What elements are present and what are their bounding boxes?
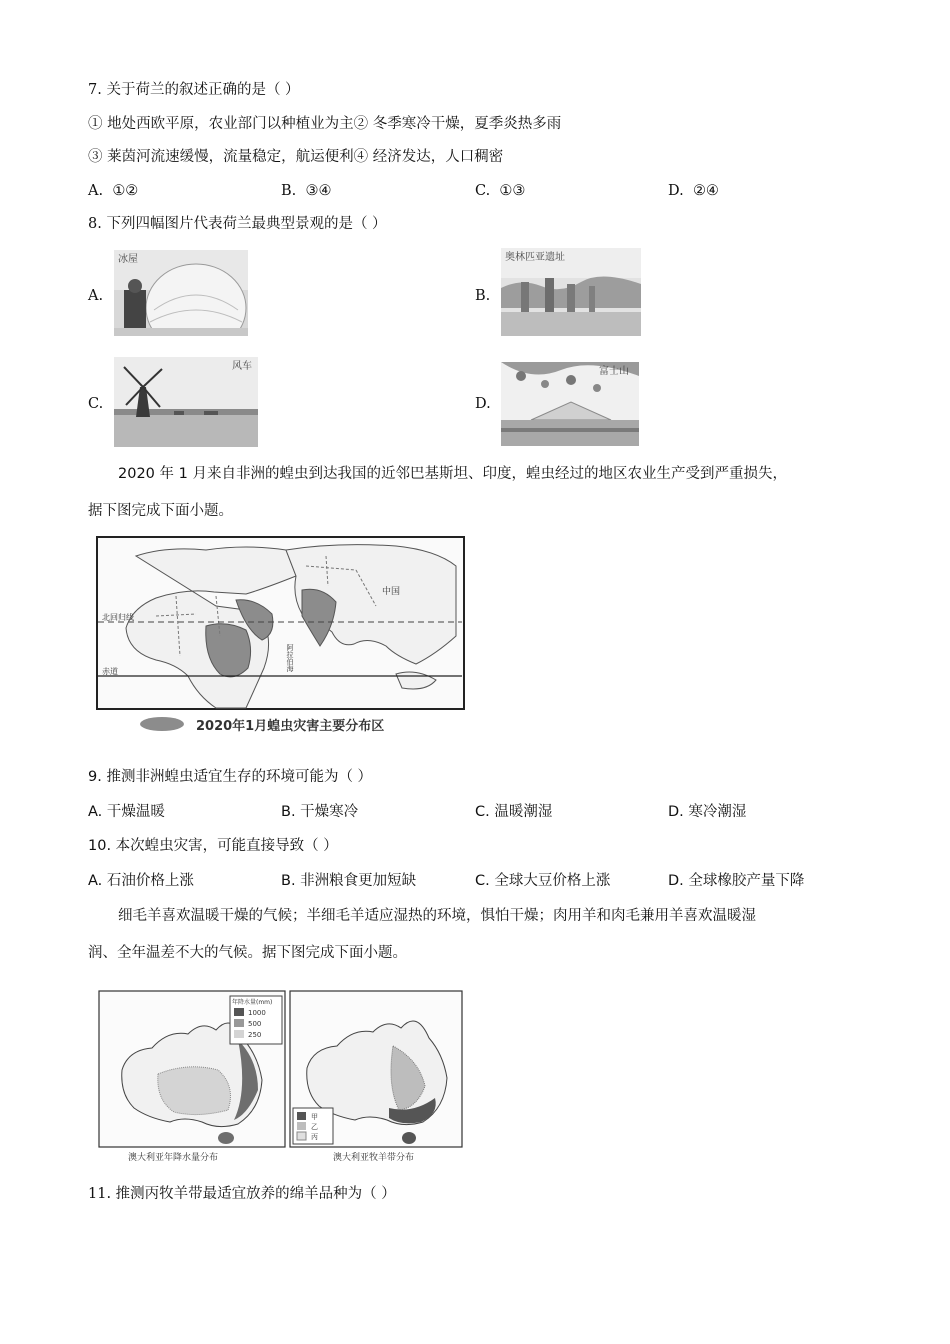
precip-legend-3: 250 <box>248 1031 262 1039</box>
q9-option-b[interactable] <box>281 802 358 822</box>
locust-intro-line-2: 据下图完成下面小题。 <box>88 503 233 519</box>
option-text: 温暖潮湿 <box>494 804 553 820</box>
map-label-tropic: 北回归线 <box>102 613 134 622</box>
map-legend-label: 2020年1月蝗虫灾害主要分布区 <box>196 719 385 734</box>
q7-option-b[interactable] <box>281 181 331 201</box>
option-key: A. <box>88 804 103 820</box>
q8-option-a-photo[interactable] <box>114 250 248 336</box>
sheep-legend-3: 丙 <box>311 1133 318 1141</box>
option-text: ②④ <box>692 183 719 199</box>
q11-stem: 11. 推测丙牧羊带最适宜放养的绵羊品种为（ ） <box>88 1186 396 1202</box>
precip-legend-title: 年降水量(mm) <box>232 999 273 1006</box>
option-key: C. <box>475 804 490 820</box>
q8-option-c-caption: 风车 <box>232 361 252 372</box>
q8-stem: 8. 下列四幅图片代表荷兰最典型景观的是（ ） <box>88 216 387 232</box>
option-key: D. <box>668 183 684 199</box>
q9-stem: 9. 推测非洲蝗虫适宜生存的环境可能为（ ） <box>88 769 373 785</box>
sheep-legend-1: 甲 <box>311 1113 318 1121</box>
option-text: 非洲粮食更加短缺 <box>300 873 417 889</box>
q8-option-b-caption: 奥林匹亚遗址 <box>505 252 565 263</box>
option-key: D. <box>668 804 684 820</box>
australia-sheep-map <box>289 990 463 1164</box>
q8-option-d-caption: 富士山 <box>599 366 629 377</box>
map-label-sea: 阿拉伯海 <box>286 644 294 672</box>
q10-stem: 10. 本次蝗虫灾害，可能直接导致（ ） <box>88 838 338 854</box>
q7-option-c[interactable] <box>475 181 525 201</box>
sheep-intro-line-2: 润、全年温差不大的气候。据下图完成下面小题。 <box>88 945 407 961</box>
q7-statement-2: ③ 莱茵河流速缓慢，流量稳定，航运便利④ 经济发达，人口稠密 <box>88 149 504 165</box>
option-key: D. <box>668 873 684 889</box>
q8-option-d-photo[interactable] <box>501 362 639 446</box>
q8-option-d-key: D. <box>475 396 491 412</box>
sheep-intro-line-1: 细毛羊喜欢温暖干燥的气候；半细毛羊适应湿热的环境，惧怕干燥；肉用羊和肉毛兼用羊喜欢温暖湿 <box>118 908 756 924</box>
q9-option-d[interactable] <box>668 802 746 822</box>
map-label-equator: 赤道 <box>102 667 118 676</box>
option-key: A. <box>88 183 104 199</box>
q8-option-b-key: B. <box>475 288 491 304</box>
q10-option-b[interactable] <box>281 871 416 891</box>
option-text: ①② <box>112 183 139 199</box>
locust-intro-line-1: 2020 年 1 月来自非洲的蝗虫到达我国的近邻巴基斯坦、印度，蝗虫经过的地区农业生产受到严重损失， <box>118 466 787 482</box>
q7-statement-1: ① 地处西欧平原，农业部门以种植业为主② 冬季寒冷干燥，夏季炎热多雨 <box>88 116 562 132</box>
q7-stem: 7. 关于荷兰的叙述正确的是（ ） <box>88 82 300 98</box>
option-text: 干燥温暖 <box>106 804 165 820</box>
q8-option-a-key: A. <box>88 288 104 304</box>
option-text: 干燥寒冷 <box>300 804 359 820</box>
australia-precipitation-map <box>98 990 286 1164</box>
q10-option-d[interactable] <box>668 871 804 891</box>
locust-map <box>96 536 466 738</box>
option-key: B. <box>281 873 296 889</box>
option-text: 石油价格上涨 <box>106 873 194 889</box>
q8-option-b-photo[interactable] <box>501 248 641 336</box>
option-key: C. <box>475 183 491 199</box>
q8-option-c-photo[interactable] <box>114 357 258 447</box>
q7-option-a[interactable] <box>88 181 138 201</box>
option-key: B. <box>281 804 296 820</box>
q7-option-d[interactable] <box>668 181 719 201</box>
precip-legend-2: 500 <box>248 1020 262 1028</box>
q10-option-c[interactable] <box>475 871 610 891</box>
precip-map-caption: 澳大利亚年降水量分布 <box>128 1153 219 1163</box>
q9-option-c[interactable] <box>475 802 552 822</box>
q10-option-a[interactable] <box>88 871 194 891</box>
option-text: 全球橡胶产量下降 <box>688 873 805 889</box>
option-text: 寒冷潮湿 <box>688 804 747 820</box>
option-key: C. <box>475 873 490 889</box>
precip-legend-1: 1000 <box>248 1009 266 1017</box>
option-text: ③④ <box>305 183 332 199</box>
map-label-china: 中国 <box>382 587 401 597</box>
option-key: B. <box>281 183 297 199</box>
q9-option-a[interactable] <box>88 802 165 822</box>
q8-option-a-caption: 冰屋 <box>118 254 138 265</box>
option-text: 全球大豆价格上涨 <box>494 873 611 889</box>
q8-option-c-key: C. <box>88 396 104 412</box>
option-text: ①③ <box>499 183 526 199</box>
option-key: A. <box>88 873 103 889</box>
sheep-map-caption: 澳大利亚牧羊带分布 <box>333 1153 415 1163</box>
sheep-legend-2: 乙 <box>311 1123 318 1131</box>
